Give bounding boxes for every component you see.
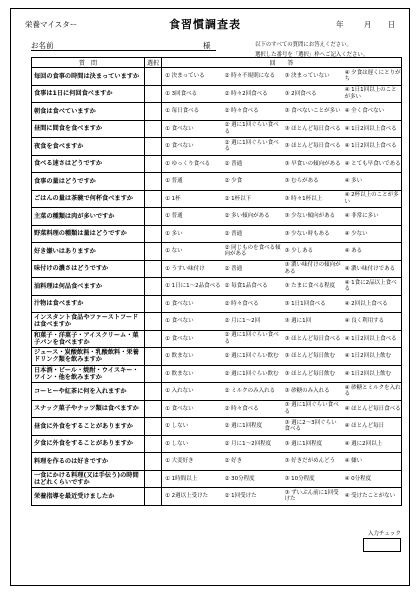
answer-option: ④ 受けたことがない — [342, 488, 402, 506]
question-cell: 夜食を食べますか — [32, 138, 145, 156]
question-cell: 夕食に外食をすることがありますか — [32, 435, 145, 453]
date-year-label: 年 — [336, 20, 344, 29]
table-row — [32, 103, 402, 121]
question-cell: 毎回の食事の時間は決まっていますか — [32, 68, 145, 86]
answer-option: ② 少食 — [222, 173, 282, 191]
select-cell[interactable] — [145, 453, 162, 471]
select-cell[interactable] — [145, 313, 162, 331]
answer-option: ① 食べない — [162, 330, 222, 348]
select-cell[interactable] — [145, 103, 162, 121]
input-check-box[interactable] — [363, 538, 401, 552]
select-cell[interactable] — [145, 400, 162, 418]
question-cell: 一食にかける料理(又は手伝う)の時間はどれくらいですか — [32, 470, 145, 488]
name-field[interactable] — [31, 50, 216, 51]
answer-option: ③ 1日1回食べる — [282, 295, 342, 313]
answer-option: ② 週に1回ぐらい飲む — [222, 365, 282, 383]
select-cell[interactable] — [145, 208, 162, 226]
answer-option: ① 飲まない — [162, 348, 222, 366]
answer-option: ① ゆっくり食べる — [162, 155, 222, 173]
answer-option: ① 普通 — [162, 173, 222, 191]
answer-option: ④ ある — [342, 243, 402, 261]
table-row — [32, 85, 402, 103]
date-fields — [336, 19, 395, 30]
survey-table — [31, 57, 402, 506]
answer-option: ② 週に1回ぐらい食べる — [222, 138, 282, 156]
answer-option: ② 30分程度 — [222, 470, 282, 488]
question-cell: コーヒーや紅茶に何を入れますか — [32, 383, 145, 401]
answer-option: ③ むらがある — [282, 173, 342, 191]
answer-option: ③ たまに食べる程度 — [282, 278, 342, 296]
answer-option: ① 毎日食べる — [162, 103, 222, 121]
answer-option: ① 食べない — [162, 120, 222, 138]
answer-option: ③ 週に1回ぐらい食べる — [282, 400, 342, 418]
table-row — [32, 225, 402, 243]
answer-option: ① 食べない — [162, 313, 222, 331]
question-cell: ジュース・炭酸飲料・乳酸飲料・栄養ドリンク類を飲みますか — [32, 348, 145, 366]
answer-option: ① 食べない — [162, 400, 222, 418]
table-row — [32, 260, 402, 278]
answer-option: ① 1時間以上 — [162, 470, 222, 488]
question-cell: 主菜の種類は肉が多いですか — [32, 208, 145, 226]
answer-option: ③ 週に1回 — [282, 313, 342, 331]
answer-option: ③ 濃い味付けの傾向がある — [282, 260, 342, 278]
select-cell[interactable] — [145, 190, 162, 208]
answer-option: ④ 1日2回以上飲む — [342, 348, 402, 366]
answer-option: ② ミルクのみ入れる — [222, 383, 282, 401]
question-cell: 日本酒・ビール・焼酎・ウイスキー・ワイン・他を飲みますか — [32, 365, 145, 383]
answer-option: ② 1杯以下 — [222, 190, 282, 208]
answer-option: ① 飲まない — [162, 365, 222, 383]
select-cell[interactable] — [145, 348, 162, 366]
answer-option: ④ 1日2回以上食べる — [342, 330, 402, 348]
table-row — [32, 155, 402, 173]
answer-option: ③ 2回食べる — [282, 85, 342, 103]
answer-option: ② 時々2回食べる — [222, 85, 282, 103]
select-cell[interactable] — [145, 365, 162, 383]
answer-option: ③ 早食いの傾向がある — [282, 155, 342, 173]
answer-option: ② 時々食べる — [222, 295, 282, 313]
answer-option: ② 多い傾向がある — [222, 208, 282, 226]
question-cell: 昼間に間食を食べますか — [32, 120, 145, 138]
question-cell: 味付けの濃さはどうですか — [32, 260, 145, 278]
answer-option: ④ 週に2回以上 — [342, 435, 402, 453]
answer-option: ② 時々食べる — [222, 103, 282, 121]
name-label: お名前 — [31, 41, 54, 50]
answer-option: ① 多い — [162, 225, 222, 243]
question-cell: 食事は1日に何回食べますか — [32, 85, 145, 103]
answer-option: ④ 非常に多い — [342, 208, 402, 226]
answer-option: ④ 砂糖とミルクを入れる — [342, 383, 402, 401]
answer-option: ② 週に1回ぐらい飲む — [222, 348, 282, 366]
answers-header: 回 答 — [162, 58, 402, 68]
table-row — [32, 295, 402, 313]
select-cell[interactable] — [145, 435, 162, 453]
answer-option: ③ 食べないことが多い — [282, 103, 342, 121]
select-cell[interactable] — [145, 488, 162, 506]
answer-option: ④ 全く食べない — [342, 103, 402, 121]
question-cell: 料理を作るのは好きですか — [32, 453, 145, 471]
brand-name: 栄養マイスター — [25, 20, 78, 29]
answer-option: ② 時々不規則になる — [222, 68, 282, 86]
answer-option: ③ 決まっていない — [282, 68, 342, 86]
answer-option: ④ 1日2回以上飲む — [342, 365, 402, 383]
table-row — [32, 68, 402, 86]
question-cell: 和菓子・洋菓子・アイスクリーム・菓子パンを食べますか — [32, 330, 145, 348]
input-check-label: 入力チェック — [368, 531, 401, 537]
question-cell: 油料理は何品食べますか — [32, 278, 145, 296]
answer-option: ② 時々食べる — [222, 400, 282, 418]
answer-option: ③ 週に2～3回ぐらい食べる — [282, 418, 342, 436]
table-row — [32, 208, 402, 226]
select-cell[interactable] — [145, 470, 162, 488]
answer-option: ③ 少しある — [282, 243, 342, 261]
answer-option: ② 週に1回程度 — [222, 418, 282, 436]
answer-option: ③ 少ない傾向がある — [282, 208, 342, 226]
answer-option: ④ 1食に2品以上食べる — [342, 278, 402, 296]
question-cell: スナック菓子やナッツ類は食べますか — [32, 400, 145, 418]
answer-option: ③ 少ない時もある — [282, 225, 342, 243]
date-month-label: 月 — [363, 20, 372, 29]
answer-option: ④ 夕食は遅くにとりがち — [342, 68, 402, 86]
table-row — [32, 400, 402, 418]
answer-option: ④ 多い — [342, 173, 402, 191]
answer-option: ② 普通 — [222, 155, 282, 173]
answer-option: ② 同じものを食べる傾向がある — [222, 243, 282, 261]
answer-option: ② 週に1回ぐらい食べる — [222, 120, 282, 138]
table-row — [32, 470, 402, 488]
instruction-line: 選択した番号を「選択」枠へご記入ください。 — [255, 52, 369, 58]
question-cell: 昼食に外食をすることがありますか — [32, 418, 145, 436]
instruction-line: 以下のすべての質問にお答えください。 — [255, 42, 352, 48]
answer-option: ③ 砂糖のみ入れる — [282, 383, 342, 401]
answer-option: ① ない — [162, 243, 222, 261]
question-cell: 朝食は食べていますか — [32, 103, 145, 121]
table-row — [32, 190, 402, 208]
answer-option: ③ ほとんど毎日飲む — [282, 348, 342, 366]
answer-option: ① 入れない — [162, 383, 222, 401]
question-cell: 野菜料理の種類は量はどうですか — [32, 225, 145, 243]
select-cell[interactable] — [145, 173, 162, 191]
answer-option: ③ 週に1回程度 — [282, 435, 342, 453]
answer-option: ④ 2杯以上のことが多い — [342, 190, 402, 208]
select-cell[interactable] — [145, 85, 162, 103]
answer-option: ① 1杯 — [162, 190, 222, 208]
table-row — [32, 173, 402, 191]
select-cell[interactable] — [145, 138, 162, 156]
answer-option: ③ ほとんど毎日食べる — [282, 138, 342, 156]
answer-option: ③ 好きだがめんどう — [282, 453, 342, 471]
question-header: 質 問 — [32, 58, 145, 68]
table-row — [32, 278, 402, 296]
select-header: 選択 — [145, 58, 162, 68]
answer-option: ③ ほとんど毎日食べる — [282, 330, 342, 348]
answer-option: ③ ほとんど毎日飲む — [282, 365, 342, 383]
date-day-label: 日 — [387, 20, 396, 29]
table-row — [32, 243, 402, 261]
answer-option: ④ 1日2回以上食べる — [342, 138, 402, 156]
select-cell[interactable] — [145, 243, 162, 261]
answer-option: ① 3回食べる — [162, 85, 222, 103]
table-row — [32, 138, 402, 156]
survey-rows — [32, 68, 402, 506]
answer-option: ③ 時々1杯以上 — [282, 190, 342, 208]
select-cell[interactable] — [145, 383, 162, 401]
answer-option: ① 大変好き — [162, 453, 222, 471]
answer-option: ④ 濃い味付けである — [342, 260, 402, 278]
answer-option: ① 決まっている — [162, 68, 222, 86]
answer-option: ④ 1日1回以上のことが多い — [342, 85, 402, 103]
table-row — [32, 120, 402, 138]
answer-option: ② 好き — [222, 453, 282, 471]
answer-option: ① 2週以上受けた — [162, 488, 222, 506]
answer-option: ① 食べない — [162, 138, 222, 156]
page-title: 食習慣調査表 — [169, 18, 241, 31]
question-cell: 汁物は食べますか — [32, 295, 145, 313]
table-row — [32, 453, 402, 471]
question-cell: ごはんの量は茶碗で何杯食べますか — [32, 190, 145, 208]
answer-option: ① 食べない — [162, 295, 222, 313]
select-cell[interactable] — [145, 330, 162, 348]
select-cell[interactable] — [145, 120, 162, 138]
answer-option: ④ 嫌い — [342, 453, 402, 471]
question-cell: 食事の量はどうですか — [32, 173, 145, 191]
answer-option: ④ とても早食いである — [342, 155, 402, 173]
answer-option: ① うすい味付け — [162, 260, 222, 278]
answer-option: ③ ずいぶん前に1回受けた — [282, 488, 342, 506]
answer-option: ④ ほとんど毎日食べる — [342, 400, 402, 418]
table-row — [32, 330, 402, 348]
select-cell[interactable] — [145, 260, 162, 278]
answer-option: ② 1回受けた — [222, 488, 282, 506]
answer-option: ① 1日に1～2品食べる — [162, 278, 222, 296]
answer-option: ④ 良く利用する — [342, 313, 402, 331]
answer-option: ④ 0分程度 — [342, 470, 402, 488]
name-honorific: 様 — [203, 41, 211, 50]
select-cell[interactable] — [145, 155, 162, 173]
answer-option: ② 毎食1品食べる — [222, 278, 282, 296]
answer-option: ① しない — [162, 435, 222, 453]
answer-option: ① 普通 — [162, 208, 222, 226]
question-cell: 好き嫌いはありますか — [32, 243, 145, 261]
answer-option: ③ 10分程度 — [282, 470, 342, 488]
table-row — [32, 383, 402, 401]
table-row — [32, 365, 402, 383]
answer-option: ① しない — [162, 418, 222, 436]
answer-option: ② 普通 — [222, 260, 282, 278]
answer-option: ④ ほとんど毎日 — [342, 418, 402, 436]
table-row — [32, 348, 402, 366]
answer-option: ② 普通 — [222, 225, 282, 243]
table-row — [32, 313, 402, 331]
answer-option: ② 月に1～2回程度 — [222, 435, 282, 453]
table-header-row — [32, 58, 402, 68]
select-cell[interactable] — [145, 68, 162, 86]
answer-option: ④ 2回以上食べる — [342, 295, 402, 313]
select-cell[interactable] — [145, 295, 162, 313]
question-cell: 栄養指導を最近受けましたか — [32, 488, 145, 506]
question-cell: インスタント食品やファーストフードは食べますか — [32, 313, 145, 331]
select-cell[interactable] — [145, 225, 162, 243]
answer-option: ③ ほとんど毎日食べる — [282, 120, 342, 138]
table-row — [32, 418, 402, 436]
select-cell[interactable] — [145, 418, 162, 436]
answer-option: ④ 少ない — [342, 225, 402, 243]
answer-option: ② 月に1～2回 — [222, 313, 282, 331]
table-row — [32, 435, 402, 453]
table-row — [32, 488, 402, 506]
select-cell[interactable] — [145, 278, 162, 296]
answer-option: ④ 1日2回以上食べる — [342, 120, 402, 138]
answer-option: ② 週に1回ぐらい食べる — [222, 330, 282, 348]
question-cell: 食べる速さはどうですか — [32, 155, 145, 173]
